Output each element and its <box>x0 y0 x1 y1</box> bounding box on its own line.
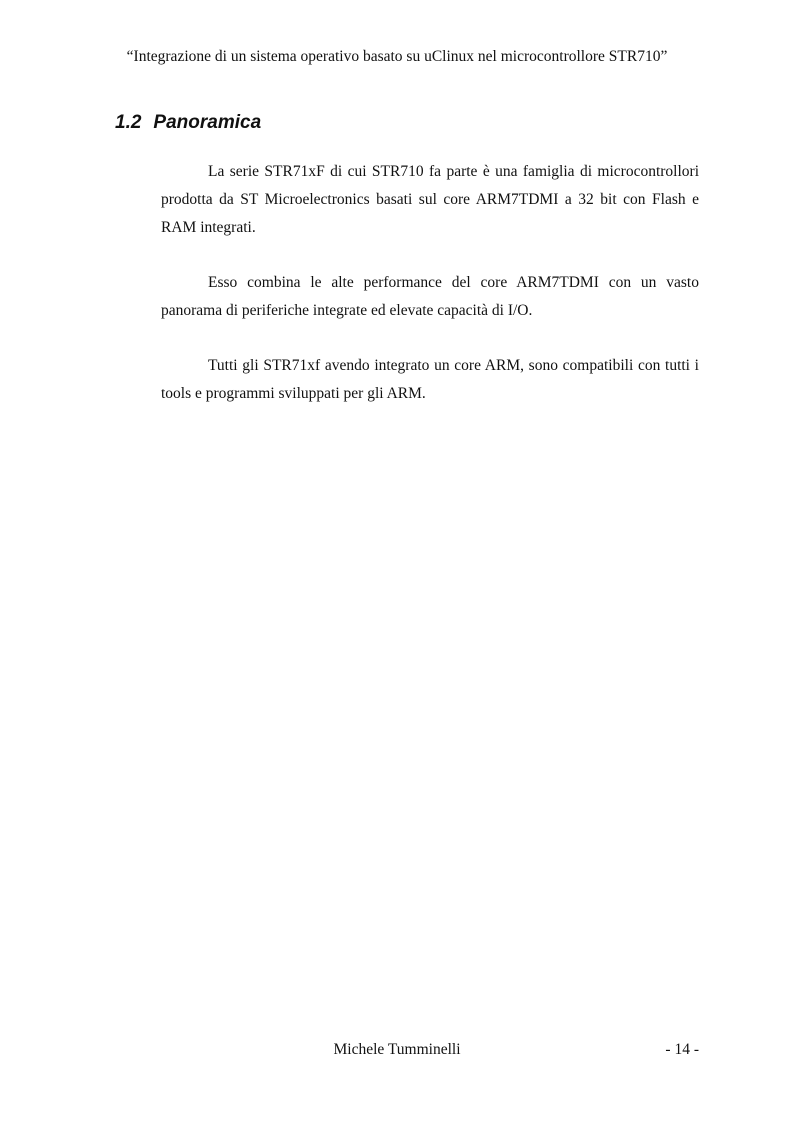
section-number: 1.2 <box>115 112 142 133</box>
footer-author: Michele Tumminelli <box>333 1041 461 1058</box>
paragraph-3: Tutti gli STR71xf avendo integrato un core ARM, sono compatibili con tutti i tools e programmi sviluppati per gli ARM. <box>161 357 699 402</box>
section-heading <box>115 111 261 135</box>
body-text <box>161 158 699 435</box>
paragraph-2: Esso combina le alte performance del core ARM7TDMI con un vasto panorama di periferiche integrate ed elevate capacità di I/O. <box>161 274 699 319</box>
paragraph-1: La serie STR71xF di cui STR710 fa parte è una famiglia di microcontrollori prodotta da ST Microelectronics basati sul core ARM7TDMI a 32 bit con Flash e RAM integrati. <box>161 163 699 236</box>
page-number: - 14 - <box>665 1041 699 1058</box>
section-title: Panoramica <box>153 112 262 133</box>
running-header: “Integrazione di un sistema operativo basato su uClinux nel microcontrollore STR710” <box>126 48 668 65</box>
